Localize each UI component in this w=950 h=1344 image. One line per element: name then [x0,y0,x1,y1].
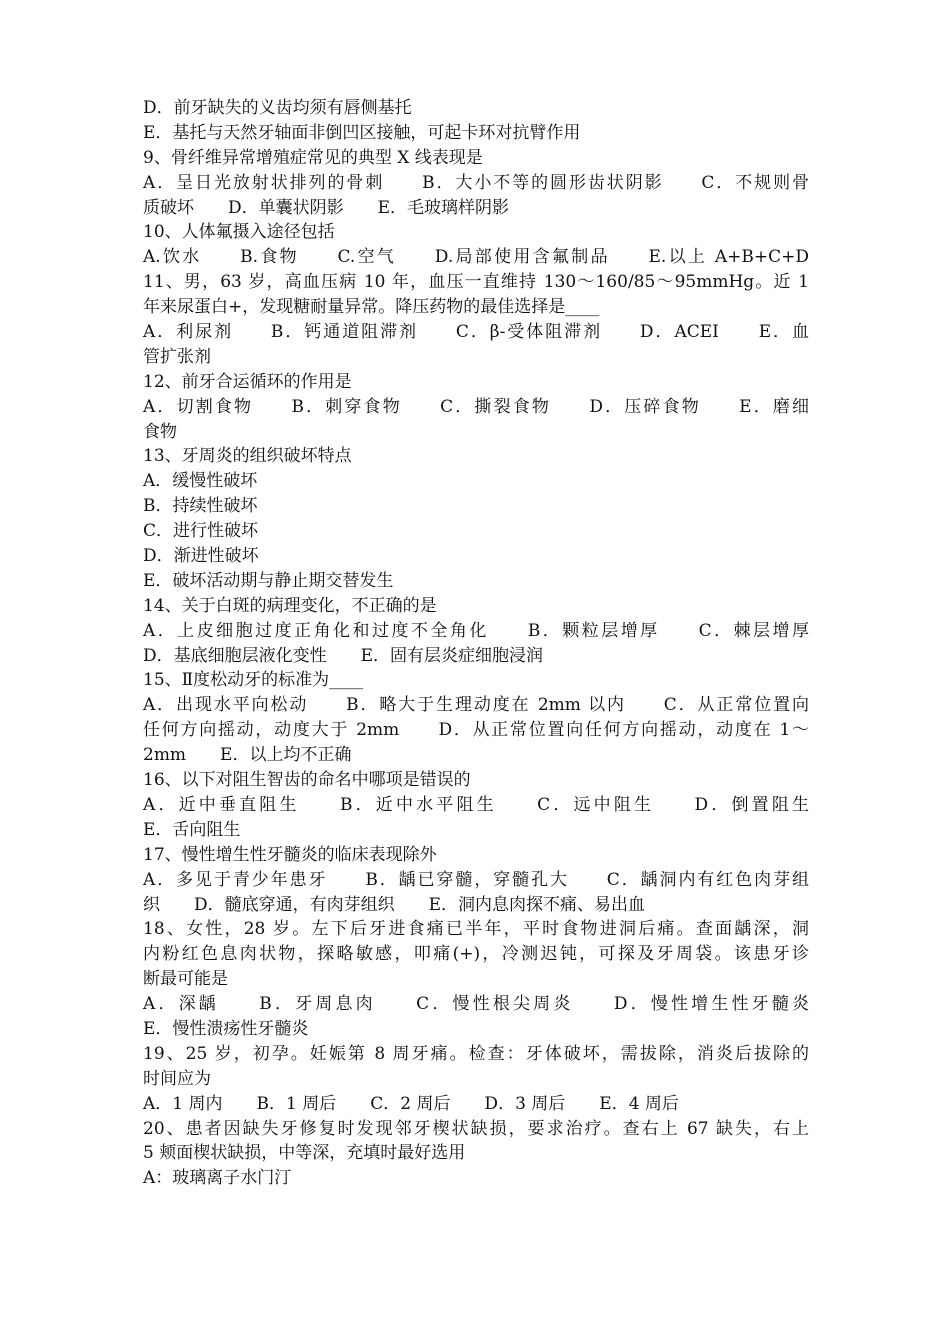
text-line: 13、牙周炎的组织破坏特点 [143,446,352,467]
document-page [143,96,809,1191]
text-line: A．上皮细胞过度正角化和过度不全角化 B．颗粒层增厚 C．棘层增厚 [143,620,809,641]
text-line: D．渐进性破坏 [143,546,259,567]
text-line: 2mm E．以上均不正确 [143,745,352,766]
text-line: C．进行性破坏 [143,521,259,542]
text-line: 18、女性，28 岁。左下后牙进食痛已半年，平时食物进洞后痛。查面龋深，洞 [143,919,809,940]
text-line: D．基底细胞层液化变性 E．固有层炎症细胞浸润 [143,645,544,666]
text-line: 11、男，63 岁，高血压病 10 年，血压一直维持 130～160/85～95mmHg。近 1 [143,272,809,293]
text-line: A.饮水 B.食物 C.空气 D.局部使用含氟制品 E.以上 A+B+C+D [143,247,809,268]
text-line: 10、人体氟摄入途径包括 [143,222,335,243]
text-line: 17、慢性增生性牙髓炎的临床表现除外 [143,844,437,865]
text-line: 质破坏 D．单囊状阴影 E．毛玻璃样阴影 [143,197,510,218]
text-line: 16、以下对阻生智齿的命名中哪项是错误的 [143,770,471,791]
text-line: E．破坏活动期与静止期交替发生 [143,570,394,591]
text-line: E．基托与天然牙轴面非倒凹区接触，可起卡环对抗臂作用 [143,122,581,143]
text-line: A．1 周内 B．1 周后 C．2 周后 D．3 周后 E．4 周后 [143,1093,679,1114]
text-line: E．慢性溃疡性牙髓炎 [143,1018,309,1039]
text-line: 14、关于白斑的病理变化，不正确的是 [143,595,437,616]
text-line: 19、25 岁，初孕。妊娠第 8 周牙痛。检查：牙体破坏，需拔除，消炎后拔除的 [143,1043,809,1064]
text-line: A：玻璃离子水门汀 [143,1168,292,1189]
text-line: 5 颊面楔状缺损，中等深，充填时最好选用 [143,1143,466,1164]
text-line: 12、前牙合运循环的作用是 [143,371,352,392]
text-line: 食物 [143,421,177,442]
text-line: A．利尿剂 B．钙通道阻滞剂 C．β-受体阻滞剂 D．ACEI E．血 [143,322,809,343]
text-line: 15、Ⅱ度松动牙的标准为____ [143,670,364,691]
text-line: A．切割食物 B．刺穿食物 C．撕裂食物 D．压碎食物 E．磨细 [143,396,809,417]
text-line: A．缓慢性破坏 [143,471,258,492]
text-line: D．前牙缺失的义齿均须有唇侧基托 [143,98,412,118]
text-line: 任何方向摇动，动度大于 2mm D．从正常位置向任何方向摇动，动度在 1～ [143,720,809,741]
text-line: A．出现水平向松动 B．略大于生理动度在 2mm 以内 C．从正常位置向 [143,695,809,716]
text-line: A．多见于青少年患牙 B．龋已穿髓，穿髓孔大 C．龋洞内有红色肉芽组 [143,869,809,890]
text-line: 织 D．髓底穿通，有肉芽组织 E．洞内息肉探不痛、易出血 [143,894,646,915]
text-line: 管扩张剂 [143,346,211,367]
text-line: E．舌向阻生 [143,819,241,840]
text-line: 时间应为 [143,1068,211,1089]
text-line: A．呈日光放射状排列的骨刺 B．大小不等的圆形齿状阴影 C．不规则骨 [143,172,809,193]
text-line: 9、骨纤维异常增殖症常见的典型 X 线表现是 [143,147,483,168]
text-line: 断最可能是 [143,969,228,990]
text-line: A．深龋 B．牙周息肉 C．慢性根尖周炎 D．慢性增生性牙髓炎 [143,994,809,1015]
text-line: 内粉红色息肉状物，探略敏感，叩痛(+)，冷测迟钝，可探及牙周袋。该患牙诊 [143,944,809,965]
text-line: A．近中垂直阻生 B．近中水平阻生 C．远中阻生 D．倒置阻生 [143,794,809,815]
text-line: 20、患者因缺失牙修复时发现邻牙楔状缺损，要求治疗。查右上 67 缺失，右上 [143,1118,809,1139]
text-line: B．持续性破坏 [143,496,258,517]
text-line: 年来尿蛋白+，发现糖耐量异常。降压药物的最佳选择是____ [143,297,600,318]
